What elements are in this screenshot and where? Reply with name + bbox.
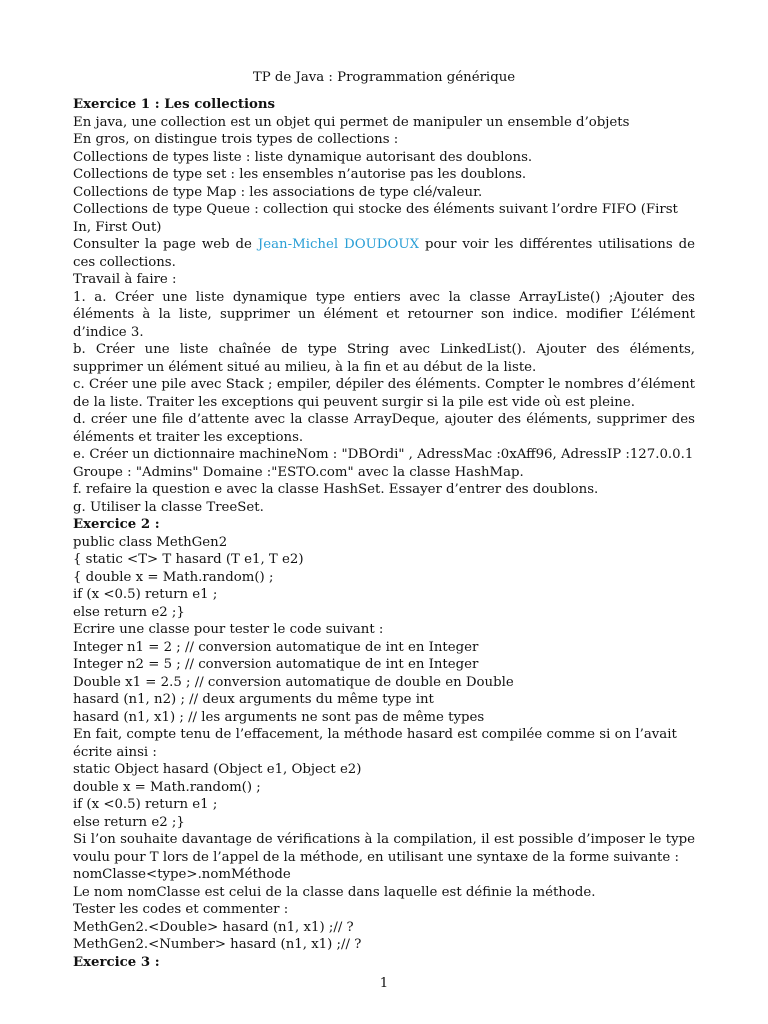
code-line: if (x <0.5) return e1 ; bbox=[73, 587, 218, 602]
code-line: hasard (n1, x1) ; // les arguments ne sont pas de même types bbox=[73, 709, 485, 725]
question-e-line1: e. Créer un dictionnaire machineNom : "DBOrdi" , AdressMac :0xAff96, AdressIP :127.0.0.1 bbox=[73, 447, 694, 462]
paragraph: En java, une collection est un objet qui permet de manipuler un ensemble d’objets bbox=[73, 114, 630, 130]
code-line: Integer n1 = 2 ; // conversion automatique de int en Integer bbox=[73, 639, 479, 655]
question-e-line2: Groupe : "Admins" Domaine :"ESTO.com" avec la classe HashMap. bbox=[73, 464, 524, 480]
paragraph: Collections de type set : les ensembles n’autorise pas les doublons. bbox=[73, 167, 527, 182]
exercise-1-heading: Exercice 1 : Les collections bbox=[73, 97, 276, 112]
code-line: MethGen2.<Double> hasard (n1, x1) ;// ? bbox=[73, 919, 354, 935]
consult-paragraph bbox=[73, 236, 695, 271]
exercise-2-heading: Exercice 2 : bbox=[73, 517, 160, 532]
paragraph: Tester les codes et commenter : bbox=[73, 902, 289, 917]
code-line: public class MethGen2 bbox=[73, 534, 228, 550]
question-d: d. créer une file d’attente avec la classe ArrayDeque, ajouter des éléments, supprimer des éléments et traiter les exceptions. bbox=[73, 412, 695, 445]
code-line: { double x = Math.random() ; bbox=[73, 569, 274, 585]
paragraph: En gros, on distingue trois types de collections : bbox=[73, 132, 399, 147]
consult-text-end: pour voir les différentes utilisations de ces collections. bbox=[73, 237, 695, 270]
code-line: else return e2 ;} bbox=[73, 814, 185, 830]
code-line: if (x <0.5) return e1 ; bbox=[73, 797, 218, 812]
question-c: c. Créer une pile avec Stack ; empiler, dépiler des éléments. Compter le nombres d’élément de la liste. Traiter les exceptions qui peuvent surgir si la pile est vide où est pleine. bbox=[73, 377, 695, 410]
document-body bbox=[73, 96, 695, 971]
question-b: b. Créer une liste chaînée de type String avec LinkedList(). Ajouter des éléments, supprimer un élément situé au milieu, à la fin et au début de la liste. bbox=[73, 342, 695, 375]
document-title: TP de Java : Programmation générique bbox=[252, 70, 516, 85]
code-line: hasard (n1, n2) ; // deux arguments du même type int bbox=[73, 692, 434, 707]
code-line: static Object hasard (Object e1, Object e2) bbox=[73, 762, 362, 777]
code-line: { static <T> T hasard (T e1, T e2) bbox=[73, 552, 304, 567]
paragraph: Si l’on souhaite davantage de vérifications à la compilation, il est possible d’imposer le type voulu pour T lors de l’appel de la méthode, en utilisant une syntaxe de la forme suivante : bbox=[73, 832, 695, 865]
question-f: f. refaire la question e avec la classe HashSet. Essayer d’entrer des doublons. bbox=[73, 482, 599, 497]
question-1a: 1. a. Créer une liste dynamique type entiers avec la classe ArrayListe() ;Ajouter des éléments à la liste, supprimer un élément et retourner son indice. modifier L’élément d’indice 3. bbox=[73, 289, 695, 340]
travail-label: Travail à faire : bbox=[73, 272, 177, 287]
doudoux-link[interactable]: Jean-Michel DOUDOUX bbox=[257, 237, 420, 252]
exercise-3-heading: Exercice 3 : bbox=[73, 954, 160, 970]
paragraph: Collections de type Queue : collection qui stocke des éléments suivant l’ordre FIFO (First In, First Out) bbox=[73, 202, 678, 235]
code-line: Integer n2 = 5 ; // conversion automatique de int en Integer bbox=[73, 657, 479, 672]
code-line: MethGen2.<Number> hasard (n1, x1) ;// ? bbox=[73, 937, 362, 952]
paragraph: En fait, compte tenu de l’effacement, la méthode hasard est compilée comme si on l’avait écrite ainsi : bbox=[73, 727, 677, 760]
code-line: nomClasse<type>.nomMéthode bbox=[73, 867, 291, 882]
consult-text: Consulter la page web de bbox=[73, 237, 258, 252]
paragraph: Collections de type Map : les associations de type clé/valeur. bbox=[73, 184, 483, 200]
paragraph: Le nom nomClasse est celui de la classe dans laquelle est définie la méthode. bbox=[73, 884, 596, 900]
paragraph: Collections de types liste : liste dynamique autorisant des doublons. bbox=[73, 149, 533, 165]
code-line: Double x1 = 2.5 ; // conversion automatique de double en Double bbox=[73, 674, 514, 690]
page-number: 1 bbox=[379, 976, 389, 991]
code-line: else return e2 ;} bbox=[73, 604, 185, 620]
code-line: double x = Math.random() ; bbox=[73, 779, 261, 795]
paragraph: Ecrire une classe pour tester le code suivant : bbox=[73, 622, 384, 637]
question-g: g. Utiliser la classe TreeSet. bbox=[73, 499, 264, 515]
